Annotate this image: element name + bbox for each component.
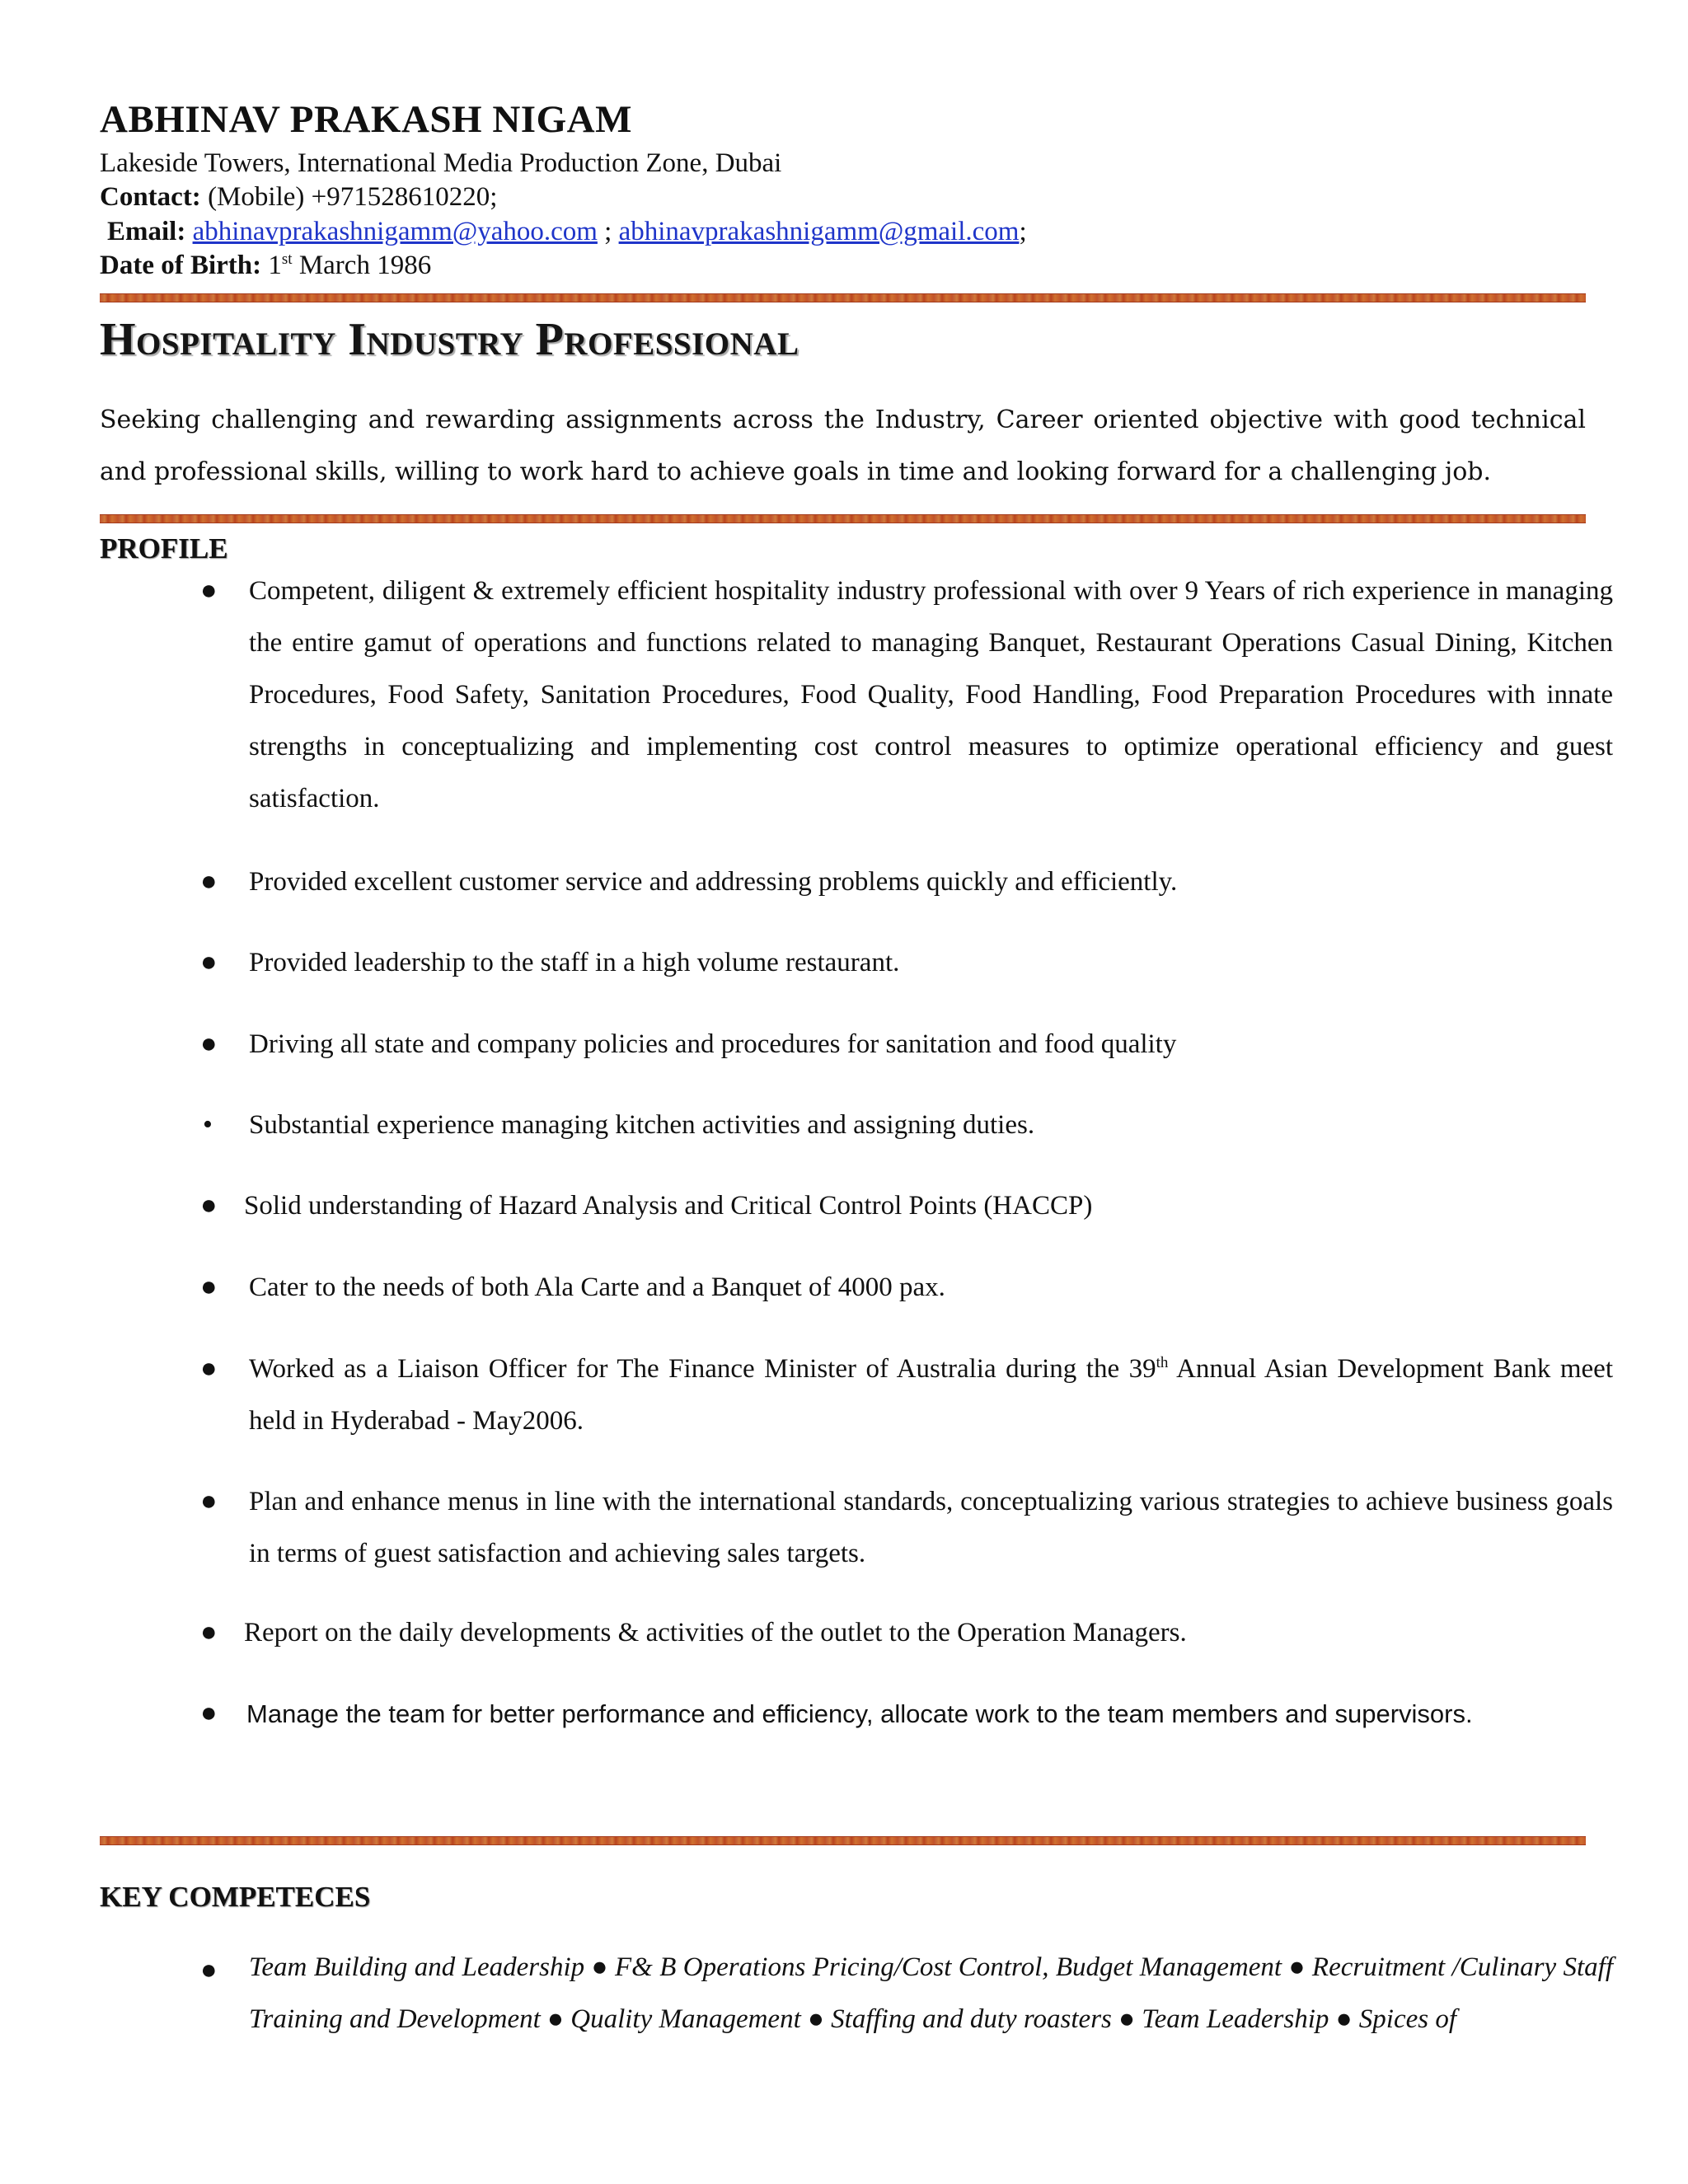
profile-item: Competent, diligent & extremely efficient hospitality industry professional with over 9 Years of rich experience in managing the entire gamut of operations and functions related to managing Banquet, Restaurant Operations Casual Dining, Kitchen Procedures, Food Safety, Sanitation Procedures, Food Quality, Food Handling, Food Preparation Procedures with innate strengths in conceptualizing and implementing cost control measures to optimize operational efficiency and guest satisfaction. (249, 576, 1613, 813)
divider-rule (100, 1836, 1586, 1845)
contact-value: (Mobile) +971528610220; (208, 182, 498, 212)
profile-item: Provided excellent customer service and addressing problems quickly and efficiently. (249, 867, 1178, 897)
bullet-icon: ● (200, 1698, 218, 1728)
bullet-icon: ● (200, 1190, 218, 1221)
contact-label: Contact: (100, 182, 201, 212)
divider-rule (100, 293, 1586, 302)
address-line: Lakeside Towers, International Media Production Zone, Dubai (100, 148, 782, 178)
liaison-text: Worked as a Liaison Officer for The Finance Minister of Australia during the 39 (249, 1354, 1156, 1384)
objective-text: Seeking challenging and rewarding assignments across the Industry, Career oriented objective with good technical and professional skills, willing to work hard to achieve goals in time and looking forward for a challenging job. (100, 405, 1586, 486)
profile-item: Cater to the needs of both Ala Carte and a Banquet of 4000 pax. (249, 1272, 945, 1302)
divider-rule (100, 514, 1586, 523)
bullet-icon: • (203, 1109, 213, 1140)
bullet-icon: ● (200, 1617, 218, 1647)
liaison-suffix: th (1156, 1354, 1169, 1371)
email-link-gmail[interactable]: abhinavprakashnigamm@gmail.com (618, 217, 1020, 246)
dob-day: 1 (268, 251, 282, 280)
dob-line (100, 249, 431, 282)
email-end: ; (1019, 217, 1027, 246)
profile-heading: PROFILE (100, 532, 228, 565)
liaison-text-rest: Annual Asian Development Bank meet held in Hyderabad - May2006. (249, 1354, 1613, 1436)
candidate-name: ABHINAV PRAKASH NIGAM (100, 98, 632, 141)
bullet-icon: ● (200, 1353, 218, 1384)
profile-item: Solid understanding of Hazard Analysis and Critical Control Points (HACCP) (244, 1191, 1093, 1221)
bullet-icon: ● (200, 575, 218, 606)
email-line (107, 215, 1027, 248)
email-label: Email: (107, 217, 186, 246)
dob-month-year: March 1986 (292, 251, 432, 280)
email-link-yahoo[interactable]: abhinavprakashnigamm@yahoo.com (192, 217, 598, 246)
profile-item: Driving all state and company policies and procedures for sanitation and food quality (249, 1029, 1177, 1059)
profile-item: Provided leadership to the staff in a high volume restaurant. (249, 948, 900, 977)
bullet-icon: ● (200, 1486, 218, 1516)
competences-text: Team Building and Leadership ● F& B Operations Pricing/Cost Control, Budget Management ● Recruitment /Culinary Staff Training and Development ● Quality Management ● Staffing and duty roasters ● Team Leadership ● Spices of (249, 1952, 1613, 2034)
dob-suffix: st (281, 251, 293, 268)
profile-item: Manage the team for better performance and efficiency, allocate work to the team members and supervisors. (246, 1699, 1473, 1728)
profile-item: Plan and enhance menus in line with the international standards, conceptualizing various strategies to achieve business goals in terms of guest satisfaction and achieving sales targets. (249, 1487, 1613, 1568)
contact-line (100, 180, 497, 213)
profile-item: Substantial experience managing kitchen activities and assigning duties. (249, 1110, 1035, 1140)
competences-heading: KEY COMPETECES (100, 1881, 371, 1913)
dob-label: Date of Birth: (100, 251, 262, 280)
profile-item: Report on the daily developments & activities of the outlet to the Operation Managers. (244, 1618, 1187, 1647)
bullet-icon: ● (200, 947, 218, 977)
bullet-icon: ● (200, 866, 218, 897)
profile-item-liaison (249, 1343, 1613, 1447)
page-title: Hospitality Industry Professional (100, 314, 799, 365)
email-separator: ; (597, 217, 619, 246)
bullet-icon: ● (200, 1029, 218, 1059)
bullet-icon: ● (200, 1955, 218, 1985)
bullet-icon: ● (200, 1272, 218, 1302)
